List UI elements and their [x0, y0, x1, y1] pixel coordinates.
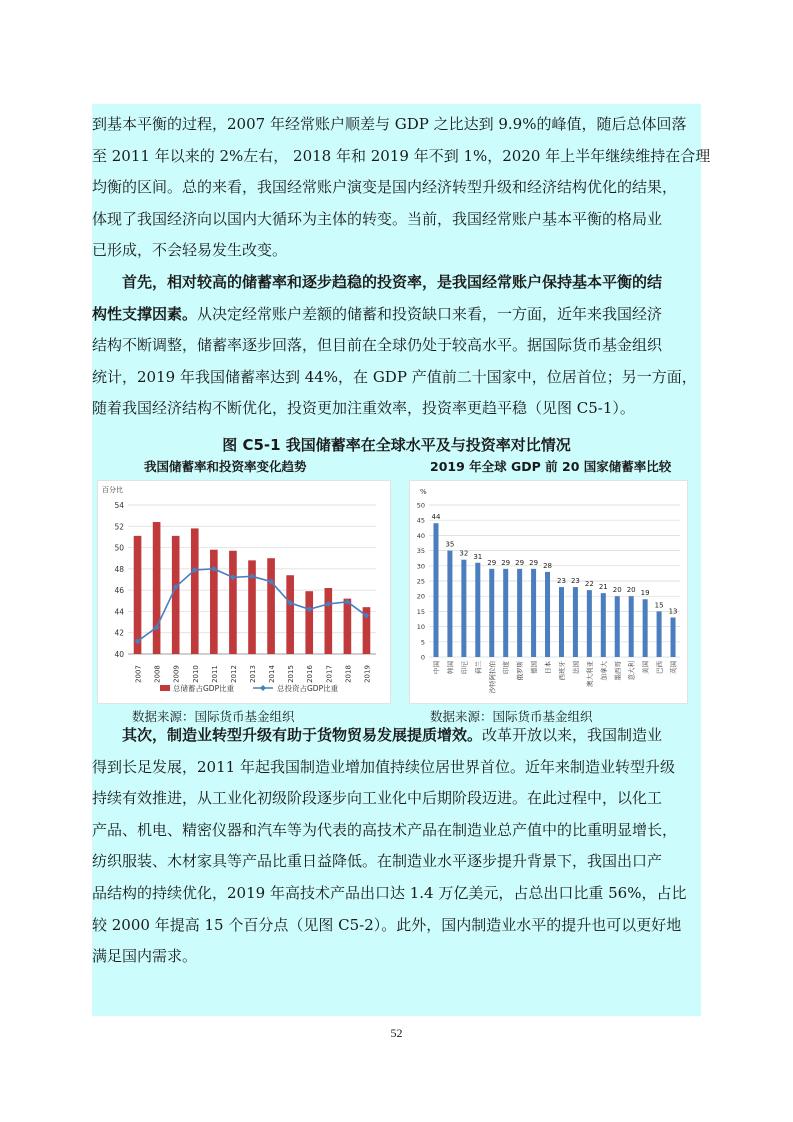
- x-tick-label: 俄罗斯: [516, 661, 525, 681]
- y-tick-label: 10: [416, 623, 425, 632]
- bold-heading-text: 构性支撑因素。: [92, 304, 198, 323]
- text-line: 至 2011 年以来的 2%左右， 2018 年和 2019 年不到 1%，2020 年上半年继续维持在合理: [92, 146, 711, 165]
- data-label: 23: [570, 577, 580, 586]
- figure-title: 图 C5-1 我国储蓄率在全球水平及与投资率对比情况: [222, 436, 571, 454]
- savings-bar: [267, 558, 275, 654]
- x-tick-label: 2010: [191, 665, 200, 683]
- data-label: 32: [459, 549, 469, 558]
- y-tick-label: 25: [416, 577, 425, 586]
- legend-savings-swatch: [160, 685, 170, 691]
- savings-rate-bar: [517, 569, 522, 657]
- savings-bar: [191, 528, 199, 654]
- x-tick-label: 法国: [571, 661, 580, 674]
- savings-rate-bar: [601, 593, 606, 657]
- data-label: 28: [543, 561, 552, 570]
- text-line: 产品、机电、精密仪器和汽车等为代表的高技术产品在制造业总产值中的比重明显增长，: [92, 820, 678, 839]
- savings-bar: [229, 551, 237, 654]
- data-label: 19: [640, 589, 650, 598]
- y-tick-label: 5: [420, 638, 425, 647]
- body-text: 改革开放以来，我国制造业: [482, 726, 663, 744]
- y-tick-label: 30: [416, 562, 425, 571]
- x-tick-label: 2016: [306, 665, 315, 683]
- savings-rate-bar: [447, 551, 452, 657]
- x-tick-label: 2009: [172, 665, 181, 683]
- data-label: 21: [598, 583, 608, 592]
- x-tick-label: 澳大利亚: [585, 661, 594, 687]
- x-tick-label: 西班牙: [557, 661, 566, 681]
- savings-rate-bar: [489, 569, 494, 657]
- y-tick-label: 48: [114, 564, 124, 574]
- data-label: 22: [584, 580, 594, 589]
- data-label: 15: [654, 601, 664, 610]
- savings-rate-bar: [587, 590, 592, 657]
- x-tick-label: 2018: [344, 665, 353, 683]
- data-label: 23: [557, 577, 566, 586]
- savings-bar: [305, 591, 313, 654]
- page-number: 52: [390, 1026, 403, 1040]
- text-line: [92, 720, 701, 752]
- text-line: 到基本平衡的过程，2007 年经常账户顺差与 GDP 之比达到 9.9%的峰值，随后总体回落: [92, 115, 687, 133]
- x-tick-label: 德国: [530, 661, 539, 674]
- data-label: 31: [473, 552, 483, 561]
- y-tick-label: 44: [114, 607, 124, 617]
- x-tick-label: 2019: [363, 665, 372, 683]
- savings-rate-bar: [615, 596, 620, 657]
- y-tick-label: 20: [416, 592, 425, 601]
- data-label: 29: [529, 558, 539, 567]
- x-tick-label: 2013: [249, 665, 257, 683]
- savings-bar: [210, 550, 218, 654]
- savings-bar: [172, 536, 180, 654]
- savings-rate-bar: [503, 569, 508, 657]
- x-tick-label: 韩国: [446, 661, 455, 674]
- left-chart-subtitle: 我国储蓄率和投资率变化趋势: [144, 459, 307, 474]
- savings-bar: [153, 522, 161, 654]
- paragraph-current-account: [92, 109, 711, 267]
- x-tick-label: 2011: [210, 665, 219, 683]
- document-body: [92, 104, 711, 1016]
- data-label: 29: [515, 558, 525, 567]
- bold-heading-text: 首先，相对较高的储蓄率和逐步趋稳的投资率，是我国经常账户保持基本平衡的结: [122, 273, 663, 291]
- y-tick-label: 45: [416, 516, 425, 525]
- y-tick-label: 50: [114, 543, 124, 553]
- savings-rate-bar: [671, 617, 676, 657]
- bold-heading-text: 其次，制造业转型升级有助于货物贸易发展提质增效。: [122, 726, 483, 744]
- data-label: 35: [445, 540, 455, 549]
- text-line: 得到长足发展，2011 年起我国制造业增加值持续位居世界首位。近年来制造业转型升级: [92, 757, 675, 776]
- savings-bar: [286, 575, 294, 654]
- y-axis-label: %: [420, 488, 427, 496]
- right-chart-source: 数据来源：国际货币基金组织: [430, 709, 593, 724]
- text-line: 体现了我国经济向以国内大循环为主体的转变。当前，我国经常账户基本平衡的格局业: [92, 209, 663, 228]
- savings-bar: [324, 588, 332, 654]
- data-label: 20: [612, 586, 622, 595]
- x-tick-label: 印度: [502, 661, 511, 674]
- savings-rate-bar: [531, 569, 536, 657]
- x-tick-label: 中国: [432, 661, 441, 674]
- savings-bar: [134, 536, 142, 654]
- y-tick-label: 0: [420, 653, 425, 662]
- text-line: [92, 299, 701, 331]
- legend-savings-label: 总储蓄占GDP比重: [173, 684, 235, 693]
- paragraph-savings-investment: [92, 267, 701, 425]
- g20-savings-chart: [409, 480, 688, 704]
- data-label: 20: [626, 586, 636, 595]
- savings-rate-bar: [643, 599, 648, 657]
- legend-investment-marker: [260, 685, 266, 691]
- savings-rate-bar: [461, 560, 466, 657]
- x-tick-label: 2008: [153, 665, 162, 683]
- text-line: 已形成，不会轻易发生改变。: [92, 241, 288, 260]
- savings-rate-bar: [433, 523, 438, 657]
- right-chart-subtitle: 2019 年全球 GDP 前 20 国家储蓄率比较: [430, 459, 672, 474]
- savings-investment-chart-svg: [98, 481, 390, 703]
- y-tick-label: 40: [416, 531, 425, 540]
- text-line: [92, 267, 701, 299]
- x-tick-label: 美国: [641, 661, 650, 674]
- x-tick-label: 荷兰: [474, 661, 483, 674]
- x-tick-label: 英国: [669, 661, 678, 674]
- data-label: 29: [501, 558, 511, 567]
- y-tick-label: 35: [416, 547, 425, 556]
- x-tick-label: 2015: [287, 665, 296, 683]
- x-tick-label: 巴西: [655, 661, 664, 674]
- paragraph-manufacturing: [92, 720, 701, 973]
- x-tick-label: 意大利: [627, 661, 636, 681]
- y-tick-label: 15: [416, 607, 425, 616]
- left-chart-source: 数据来源：国际货币基金组织: [132, 709, 295, 724]
- text-line: 统计，2019 年我国储蓄率达到 44%，在 GDP 产值前二十国家中，位居首位；另一方面，: [92, 367, 697, 386]
- legend-investment-label: 总投资占GDP比重: [277, 684, 339, 693]
- savings-rate-bar: [629, 596, 634, 657]
- x-tick-label: 2017: [325, 665, 334, 683]
- data-label: 29: [487, 558, 497, 567]
- g20-savings-chart-svg: [410, 481, 687, 703]
- y-tick-label: 50: [416, 501, 425, 510]
- x-tick-label: 沙特阿拉伯: [488, 661, 497, 694]
- text-line: 随着我国经济结构不断优化，投资更加注重效率，投资率更趋平稳（见图 C5-1）。: [92, 399, 635, 418]
- y-tick-label: 40: [114, 650, 124, 659]
- text-line: 均衡的区间。总的来看，我国经常账户演变是国内经济转型升级和经济结构优化的结果，: [92, 178, 678, 197]
- x-tick-label: 2012: [229, 665, 238, 683]
- y-tick-label: 54: [114, 501, 124, 510]
- savings-investment-chart: [97, 480, 391, 704]
- savings-rate-bar: [573, 587, 578, 657]
- savings-bar: [344, 599, 352, 654]
- text-line: 纺织服装、木材家具等产品比重日益降低。在制造业水平逐步提升背景下，我国出口产: [92, 852, 663, 871]
- text-line: 较 2000 年提高 15 个百分点（见图 C5-2）。此外，国内制造业水平的提升也可以更好地: [92, 915, 682, 934]
- x-tick-label: 2014: [268, 665, 277, 683]
- y-tick-label: 52: [114, 522, 124, 532]
- savings-rate-bar: [545, 572, 550, 657]
- savings-rate-bar: [475, 563, 480, 657]
- x-tick-label: 日本: [544, 661, 553, 674]
- x-tick-label: 2007: [134, 665, 143, 683]
- body-text: 从决定经常账户差额的储蓄和投资缺口来看，一方面，近年来我国经济: [197, 304, 663, 323]
- savings-rate-bar: [559, 587, 564, 657]
- data-label: 13: [668, 607, 678, 616]
- text-line: 持续有效推进，从工业化初级阶段逐步向工业化中后期阶段迈进。在此过程中，以化工: [92, 789, 663, 808]
- text-line: 满足国内需求。: [92, 947, 198, 966]
- data-label: 44: [431, 513, 441, 522]
- y-tick-label: 42: [114, 628, 124, 638]
- x-tick-label: 印尼: [460, 661, 469, 674]
- savings-rate-bar: [657, 611, 662, 657]
- x-tick-label: 加拿大: [599, 661, 608, 681]
- text-line: 结构不断调整，储蓄率逐步回落，但目前在全球仍处于较高水平。据国际货币基金组织: [92, 336, 663, 355]
- y-tick-label: 46: [114, 586, 124, 596]
- text-line: 品结构的持续优化，2019 年高技术产品出口达 1.4 万亿美元，占总出口比重 56%，占比: [92, 883, 687, 902]
- x-tick-label: 墨西哥: [613, 661, 622, 681]
- y-axis-label: 百分比: [102, 486, 123, 494]
